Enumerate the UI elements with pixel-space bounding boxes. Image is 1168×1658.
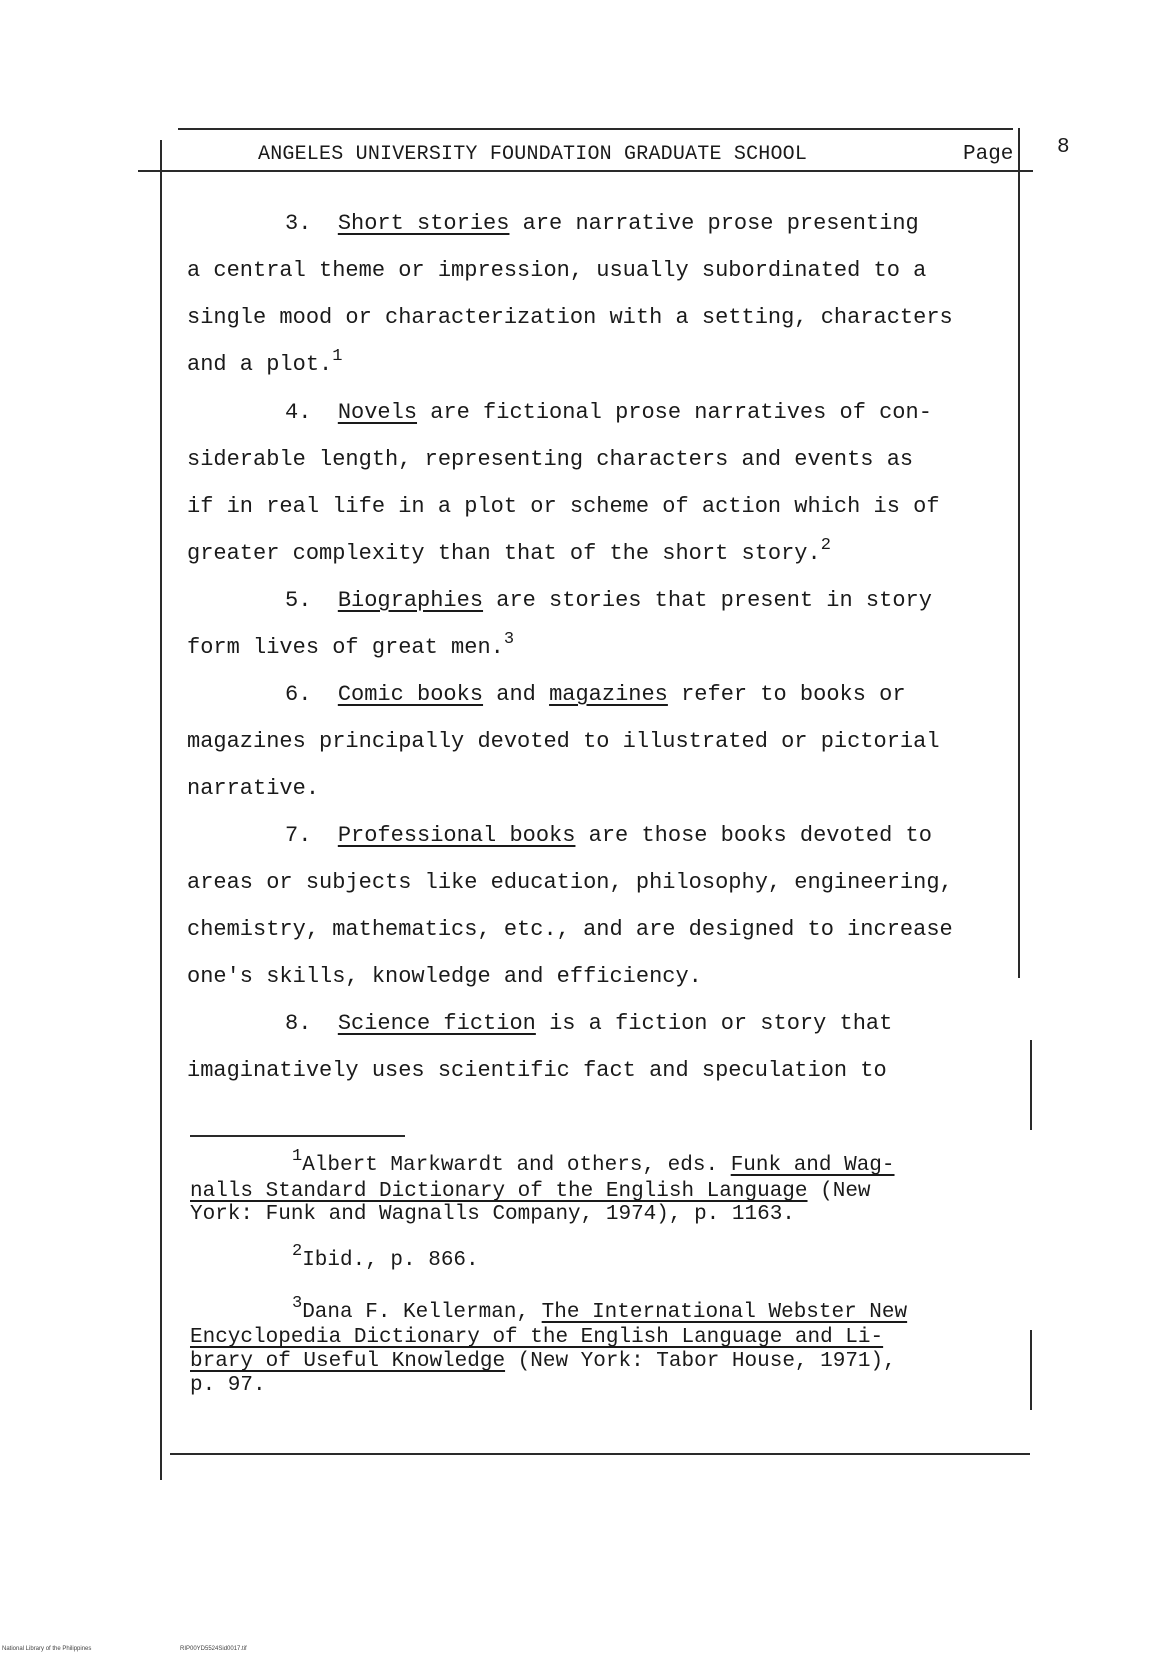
header-rule — [138, 170, 1033, 172]
item-text-line: are fictional prose narratives of con- — [430, 400, 932, 425]
item-text-line: a central theme or impression, usually subordinated to a — [187, 258, 927, 283]
footnote-text: (New York: Tabor House, 1971), — [517, 1350, 896, 1373]
item-text-line: siderable length, representing characters and events as — [187, 447, 914, 472]
item-text-line: greater complexity than that of the short story. — [187, 541, 821, 566]
footnote-separator — [190, 1135, 405, 1137]
footnote-title: brary of Useful Knowledge — [190, 1350, 506, 1373]
connector: and — [496, 682, 536, 707]
scan-filename: RIP00YD5524Sid0017.tif — [180, 1646, 247, 1652]
footnote-title: Funk and Wag- — [730, 1154, 895, 1177]
item-text-line: imaginatively uses scientific fact and speculation to — [187, 1058, 887, 1083]
item-number: 3. — [285, 211, 312, 236]
footnote-text: (New — [820, 1180, 871, 1203]
footnote-mark: 2 — [292, 1242, 303, 1261]
term: Science fiction — [337, 1011, 536, 1036]
item-text-line: areas or subjects like education, philosophy, engineering, — [187, 870, 953, 895]
term: Short stories — [337, 211, 510, 236]
term: Professional books — [337, 823, 576, 848]
footnote-title: Encyclopedia Dictionary of the English Language and Li- — [190, 1326, 884, 1349]
footnote-ref: 2 — [820, 536, 831, 555]
item-number: 4. — [285, 400, 312, 425]
footnote-text: Ibid., p. 866. — [302, 1249, 479, 1272]
item-text-line: and a plot. — [187, 352, 333, 377]
footnote-text: Dana F. Kellerman, — [302, 1301, 530, 1324]
footnote-ref: 1 — [332, 347, 343, 366]
footnote-text: Albert Markwardt and others, eds. — [302, 1154, 719, 1177]
item-text-line: single mood or characterization with a setting, characters — [187, 305, 953, 330]
item-number: 8. — [285, 1011, 312, 1036]
bottom-rule — [170, 1453, 1030, 1455]
page-label: Page — [963, 143, 1014, 166]
item-text-line: are stories that present in story — [496, 588, 932, 613]
term: Novels — [337, 400, 418, 425]
footnote-mark: 1 — [292, 1147, 303, 1166]
item-text-line: form lives of great men. — [187, 635, 504, 660]
footnote-title: The International Webster New — [541, 1301, 908, 1324]
left-margin-rule — [160, 140, 162, 1480]
right-margin-rule-bottom — [1030, 1330, 1032, 1410]
archive-credit: National Library of the Philippines — [2, 1646, 92, 1652]
item-text-line: is a fiction or story that — [549, 1011, 893, 1036]
item-text-line: if in real life in a plot or scheme of action which is of — [187, 494, 940, 519]
item-number: 5. — [285, 588, 312, 613]
item-number: 7. — [285, 823, 312, 848]
right-margin-rule-lower — [1030, 1040, 1032, 1130]
term: magazines — [549, 682, 668, 707]
page-header-title: ANGELES UNIVERSITY FOUNDATION GRADUATE SCHOOL — [258, 143, 808, 166]
item-text-line: one's skills, knowledge and efficiency. — [187, 964, 702, 989]
item-text-line: magazines principally devoted to illustrated or pictorial — [187, 729, 940, 754]
right-margin-rule — [1018, 128, 1020, 978]
item-number: 6. — [285, 682, 312, 707]
footnote-text: p. 97. — [190, 1374, 266, 1397]
item-text-line: are narrative prose presenting — [522, 211, 919, 236]
footnote-title: nalls Standard Dictionary of the English Language — [190, 1180, 808, 1203]
term: Biographies — [337, 588, 484, 613]
footnote-mark: 3 — [292, 1294, 303, 1313]
item-text-line: narrative. — [187, 776, 320, 801]
item-text-line: are those books devoted to — [588, 823, 932, 848]
footnote-text: York: Funk and Wagnalls Company, 1974), p. 1163. — [190, 1203, 795, 1226]
top-rule — [178, 128, 1013, 130]
item-text-line: chemistry, mathematics, etc., and are designed to increase — [187, 917, 953, 942]
footnote-ref: 3 — [503, 630, 515, 649]
term: Comic books — [337, 682, 484, 707]
page-number: 8 — [1057, 136, 1070, 159]
item-text-line: refer to books or — [681, 682, 906, 707]
